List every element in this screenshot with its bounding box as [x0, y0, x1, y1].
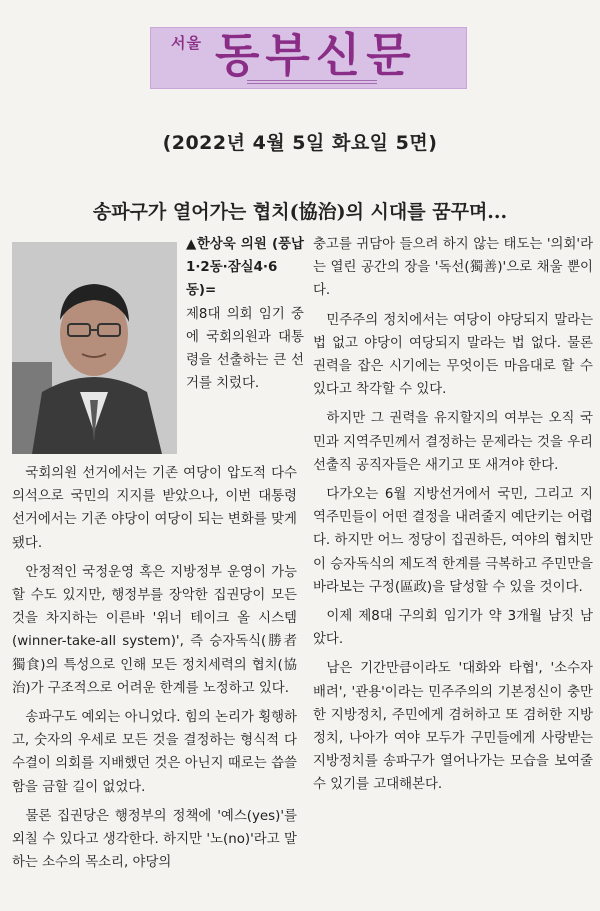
paragraph: 안정적인 국정운영 혹은 지방정부 운영이 가능할 수도 있지만, 행정부를 장악한 집권당이 모든 것을 차지하는 이른바 '위너 테이크 올 시스템(winner-take-all system)', 즉 승자독식(勝者獨食)의 특성으로 인해 모든 정치세력의 협치(協治)가 구조적으로 어려운 한계를 노정하고 있다.: [12, 564, 297, 696]
paragraph: 송파구도 예외는 아니었다. 힘의 논리가 횡행하고, 숫자의 우세로 모든 것을 결정하는 형식적 다수결이 의회를 지배했던 것은 아닌지 때로는 씁쓸함을 금할 길이 없었다.: [12, 710, 297, 795]
byline: ▲한상욱 의원 (풍납1·2동·잠실4·6동)=: [186, 237, 304, 299]
article-left-column: [12, 462, 297, 874]
paragraph: 국회의원 선거에서는 기존 여당이 압도적 다수 의석으로 국민의 지지를 받았으나, 이번 대통령 선거에서는 기존 야당이 여당이 되는 변화를 맞게 됐다.: [12, 466, 297, 551]
paragraph: 충고를 귀담아 들으려 하지 않는 태도는 '의회'라는 열린 공간의 장을 '독선(獨善)'으로 채울 뿐이다.: [313, 237, 593, 299]
paragraph: 다가오는 6월 지방선거에서 국민, 그리고 지역주민들이 어떤 결정을 내려줄지 예단키는 어렵다. 하지만 어느 정당이 집권하든, 여야의 협치만이 승자독식의 제도적 한계를 극복하고 주민만을 바라보는 구정(區政)을 달성할 수 있을 것이다.: [313, 487, 593, 595]
author-photo: [12, 242, 177, 454]
masthead-city: 서울: [171, 34, 202, 52]
portrait-illustration: [12, 242, 177, 454]
masthead-name: 동부신문: [215, 28, 417, 82]
article-intro: [186, 233, 304, 395]
paragraph: 민주주의 정치에서는 여당이 야당되지 말라는 법 없고 야당이 여당되지 말라는 법 없다. 물론 권력을 잡은 시기에는 무엇이든 마음대로 할 수 있다고 착각할 수 있다.: [313, 312, 593, 398]
article-right-column: [313, 233, 593, 797]
masthead-rule: [247, 80, 377, 84]
masthead: [150, 27, 467, 89]
paragraph: 남은 기간만큼이라도 '대화와 타협', '소수자 배려', '관용'이라는 민주주의의 기본정신이 충만한 지방정치, 주민에게 겸허하고 또 겸허한 지방정치, 나아가 여야 모두가 구민들에게 사랑받는 지방정치를 송파구가 열어나가는 모습을 보여줄 수 있기를 고대해본다.: [313, 661, 593, 793]
paragraph: 이제 제8대 구의회 임기가 약 3개월 남짓 남았다.: [313, 609, 593, 648]
paragraph: 물론 집권당은 행정부의 정책에 '예스(yes)'를 외칠 수 있다고 생각한다. 하지만 '노(no)'라고 말하는 소수의 목소리, 야당의: [12, 808, 297, 871]
paragraph: 하지만 그 권력을 유지할지의 여부는 오직 국민과 지역주민께서 결정하는 문제라는 것을 우리 선출직 공직자들은 새기고 또 새겨야 한다.: [313, 411, 593, 473]
intro-paragraph: 제8대 의회 임기 중에 국회의원과 대통령을 선출하는 큰 선거를 치렀다.: [186, 306, 304, 392]
headline: 송파구가 열어가는 협치(協治)의 시대를 꿈꾸며...: [92, 201, 508, 223]
dateline: (2022년 4월 5일 화요일 5면): [162, 132, 438, 154]
